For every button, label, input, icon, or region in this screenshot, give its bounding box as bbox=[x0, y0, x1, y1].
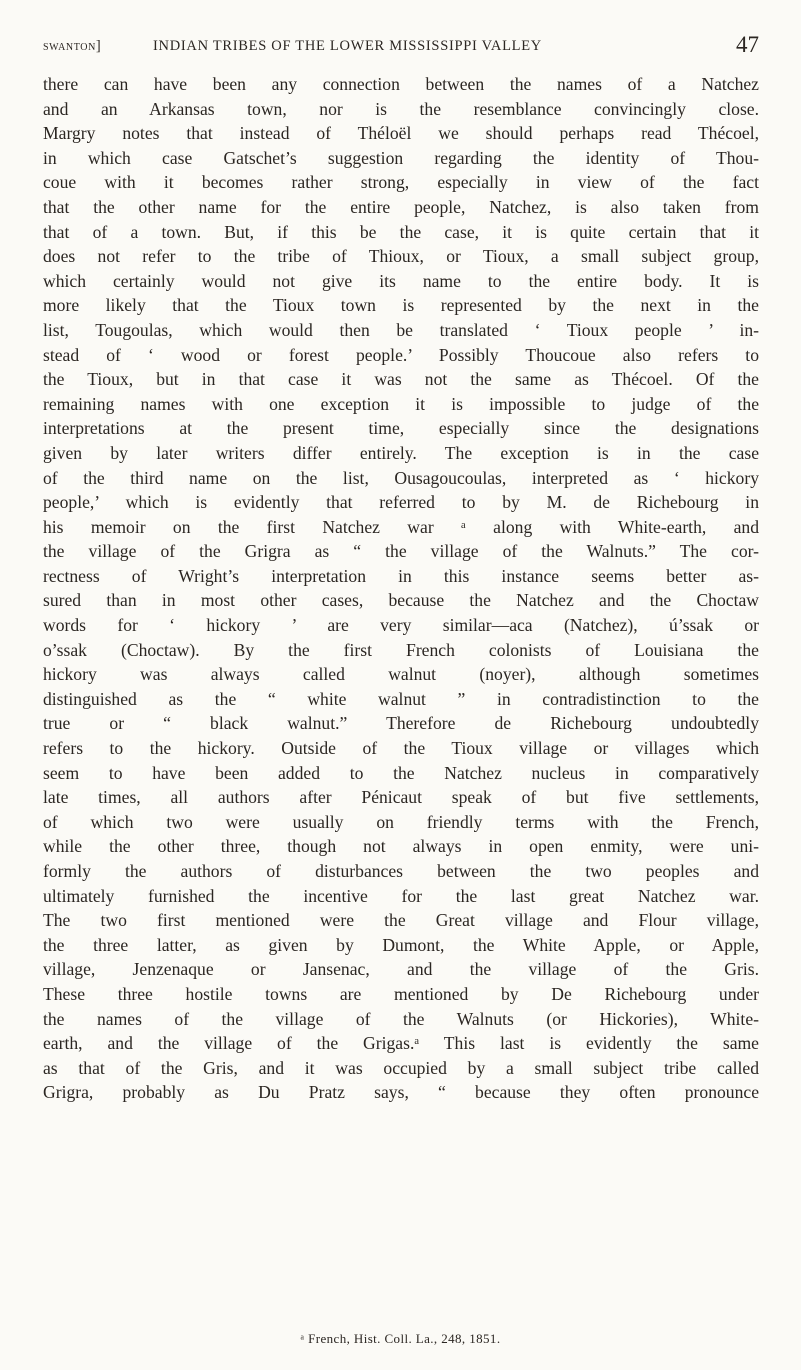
text-line: sured than in most other cases, because the Natchez and the Choctaw bbox=[43, 590, 759, 611]
body-text bbox=[43, 72, 759, 1105]
page-number: 47 bbox=[736, 32, 759, 57]
text-line: of which two were usually on friendly terms with the French, bbox=[43, 811, 759, 832]
text-line: in which case Gatschet’s suggestion regarding the identity of Thou- bbox=[43, 147, 759, 168]
text-line: which certainly would not give its name to the entire body. It is bbox=[43, 270, 759, 291]
text-line: seem to have been added to the Natchez nucleus in comparatively bbox=[43, 762, 759, 783]
running-head-author: swanton] bbox=[43, 38, 102, 54]
text-line: rectness of Wright’s interpretation in this instance seems better as- bbox=[43, 565, 759, 586]
text-line: Margry notes that instead of Théloël we should perhaps read Thécoel, bbox=[43, 123, 759, 144]
running-head-title: INDIAN TRIBES OF THE LOWER MISSISSIPPI VALLEY bbox=[153, 38, 542, 54]
text-line: distinguished as the “ white walnut ” in contradistinction to the bbox=[43, 688, 759, 709]
text-line: interpretations at the present time, especially since the designations bbox=[43, 418, 759, 439]
text-line: and an Arkansas town, nor is the resemblance convincingly close. bbox=[43, 98, 759, 119]
footnote: ᵃ French, Hist. Coll. La., 248, 1851. bbox=[300, 1331, 501, 1346]
text-line: These three hostile towns are mentioned by De Richebourg under bbox=[43, 983, 759, 1004]
text-line: the village of the Grigra as “ the village of the Walnuts.” The cor- bbox=[43, 541, 759, 562]
text-line: the names of the village of the Walnuts (or Hickories), White- bbox=[43, 1008, 759, 1029]
text-line: while the other three, though not always in open enmity, were uni- bbox=[43, 836, 759, 857]
text-line: given by later writers differ entirely. The exception is in the case bbox=[43, 442, 759, 463]
text-line: coue with it becomes rather strong, especially in view of the fact bbox=[43, 172, 759, 193]
text-line: that the other name for the entire people, Natchez, is also taken from bbox=[43, 196, 759, 217]
text-line: the Tioux, but in that case it was not the same as Thécoel. Of the bbox=[43, 369, 759, 390]
text-line: remaining names with one exception it is impossible to judge of the bbox=[43, 393, 759, 414]
text-line: The two first mentioned were the Great village and Flour village, bbox=[43, 910, 759, 931]
text-line: people,’ which is evidently that referred to by M. de Richebourg in bbox=[43, 492, 759, 513]
text-line: of the third name on the list, Ousagoucoulas, interpreted as ‘ hickory bbox=[43, 467, 759, 488]
text-line: does not refer to the tribe of Thioux, or Tioux, a small subject group, bbox=[43, 246, 759, 267]
text-line: village, Jenzenaque or Jansenac, and the village of the Gris. bbox=[43, 959, 759, 980]
text-line: his memoir on the first Natchez war ᵃ along with White-earth, and bbox=[43, 516, 759, 537]
text-line: more likely that the Tioux town is represented by the next in the bbox=[43, 295, 759, 316]
text-line: the three latter, as given by Dumont, the White Apple, or Apple, bbox=[43, 934, 759, 955]
text-line: that of a town. But, if this be the case, it is quite certain that it bbox=[43, 221, 759, 242]
text-line: hickory was always called walnut (noyer), although sometimes bbox=[43, 664, 759, 685]
text-line: list, Tougoulas, which would then be translated ‘ Tioux people ’ in- bbox=[43, 319, 759, 340]
text-line: refers to the hickory. Outside of the Tioux village or villages which bbox=[43, 738, 759, 759]
running-head bbox=[43, 34, 759, 60]
text-line: true or “ black walnut.” Therefore de Richebourg undoubtedly bbox=[43, 713, 759, 734]
text-line: words for ‘ hickory ’ are very similar—aca (Natchez), ú’ssak or bbox=[43, 615, 759, 636]
text-line: as that of the Gris, and it was occupied by a small subject tribe called bbox=[43, 1057, 759, 1078]
text-line: earth, and the village of the Grigas.ᵃ This last is evidently the same bbox=[43, 1033, 759, 1054]
text-line: late times, all authors after Pénicaut speak of but five settlements, bbox=[43, 787, 759, 808]
text-line: o’ssak (Choctaw). By the first French colonists of Louisiana the bbox=[43, 639, 759, 660]
text-line: Grigra, probably as Du Pratz says, “ because they often pronounce bbox=[43, 1082, 759, 1103]
text-line: formly the authors of disturbances between the two peoples and bbox=[43, 861, 759, 881]
text-line: ultimately furnished the incentive for the last great Natchez war. bbox=[43, 885, 759, 906]
text-line: there can have been any connection between the names of a Natchez bbox=[43, 74, 759, 94]
text-line: stead of ‘ wood or forest people.’ Possibly Thoucoue also refers to bbox=[43, 344, 759, 365]
